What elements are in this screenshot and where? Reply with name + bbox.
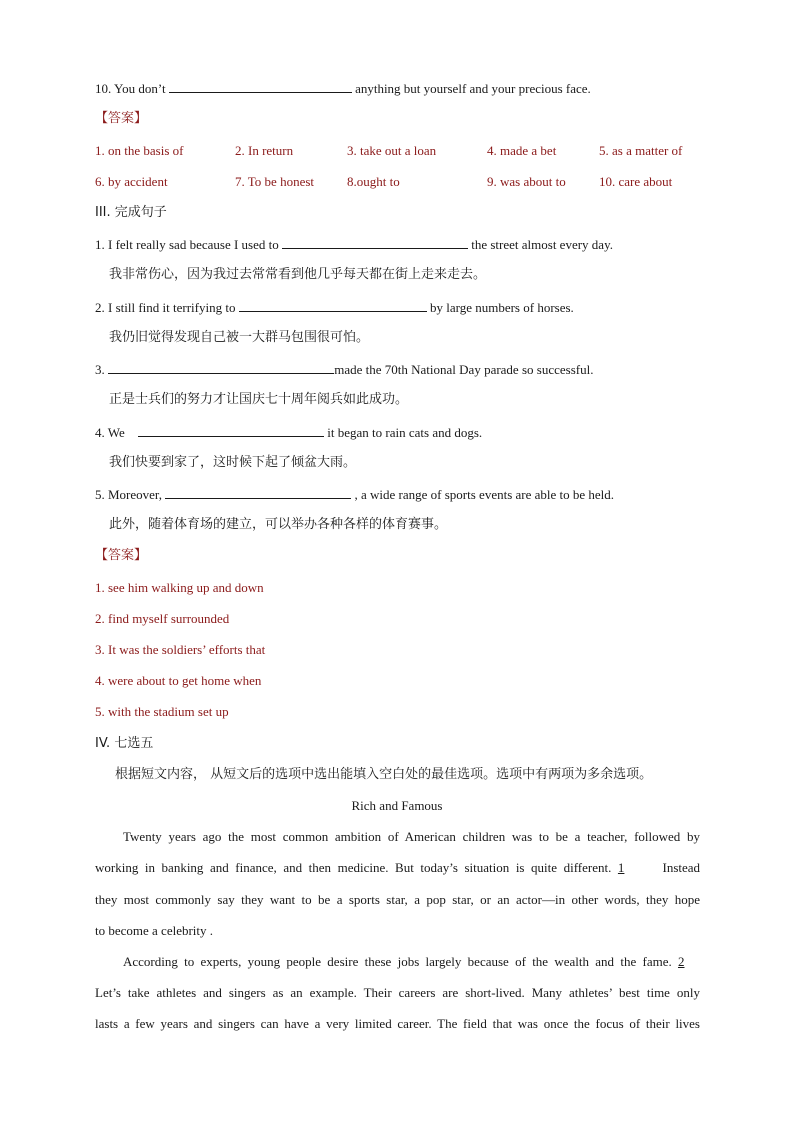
passage-line: Let’s take athletes and singers as an example. Their careers are short-lived. Many athletes’ best time only — [95, 985, 700, 1000]
section-3-title: III. 完成句子 — [95, 205, 167, 220]
passage-line: they most commonly say they want to be a sports star, a pop star, or an actor—in other words, they hope — [95, 892, 700, 907]
sentence-prefix: 1. I felt really sad because I used to — [95, 237, 279, 252]
sentence-translation: 我非常伤心，因为我过去常常看到他几乎每天都在街上走来走去。 — [109, 267, 487, 282]
sentence-item — [95, 424, 482, 441]
answer-cell: 4. made a bet — [487, 143, 557, 158]
answer-cell: 1. on the basis of — [95, 143, 184, 158]
gap-number: 1 — [617, 860, 625, 875]
sentence-item — [95, 236, 613, 253]
answer-blank — [108, 361, 334, 374]
sentence-translation: 正是士兵们的努力才让国庆七十周年阅兵如此成功。 — [109, 392, 409, 407]
sentence-item — [95, 299, 574, 316]
answer-cell: 6. by accident — [95, 174, 168, 189]
passage-text: Instead — [662, 860, 701, 875]
sentence-translation: 我仍旧觉得发现自己被一大群马包围很可怕。 — [109, 330, 370, 345]
passage-text: According to experts, young people desire these jobs largely because of the wealth and the fame. — [123, 954, 672, 969]
sentence-suffix: it began to rain cats and dogs. — [327, 425, 483, 440]
passage-line — [95, 954, 700, 970]
passage-text: Twenty years ago the most common ambition of American children was to be a teacher, followed by — [123, 829, 700, 844]
sentence-prefix: 3. — [95, 362, 105, 377]
sentence-suffix: by large numbers of horses. — [429, 300, 574, 315]
passage-text: working in banking and finance, and then medicine. But today’s situation is quite different. — [95, 860, 612, 875]
answer-blank — [169, 80, 352, 93]
answer-cell: 8.ought to — [347, 174, 400, 189]
answer-header: 【答案】 — [95, 111, 148, 126]
answer-blank — [282, 236, 468, 249]
sentence-item — [95, 361, 593, 378]
answer-blank — [138, 424, 324, 437]
answer-line: 4. were about to get home when — [95, 673, 262, 688]
section-4-title: IV. 七选五 — [95, 736, 154, 751]
answer-cell: 10. care about — [599, 174, 673, 189]
passage-line: lasts a few years and singers can have a very limited career. The field that was once the focus of their lives — [95, 1016, 700, 1031]
passage-line — [95, 860, 700, 876]
answer-cell: 2. In return — [235, 143, 294, 158]
sentence-translation: 我们快要到家了，这时候下起了倾盆大雨。 — [109, 455, 357, 470]
gap-number: 2 — [678, 954, 685, 969]
answer-blank — [165, 486, 351, 499]
answer-cell: 3. take out a loan — [347, 143, 437, 158]
answer-cell: 9. was about to — [487, 174, 566, 189]
question-10-suffix: anything but yourself and your precious face. — [355, 81, 591, 96]
passage-title: Rich and Famous — [351, 798, 443, 813]
answer-blank — [239, 299, 427, 312]
passage-line: to become a celebrity . — [95, 923, 214, 938]
sentence-prefix: 2. I still find it terrifying to — [95, 300, 236, 315]
answer-line: 1. see him walking up and down — [95, 580, 264, 595]
answer-line: 3. It was the soldiers’ efforts that — [95, 642, 266, 657]
sentence-translation: 此外，随着体育场的建立，可以举办各种各样的体育赛事。 — [109, 517, 448, 532]
answer-line: 5. with the stadium set up — [95, 704, 229, 719]
sentence-prefix: 5. Moreover, — [95, 487, 162, 502]
answer-header: 【答案】 — [95, 548, 148, 563]
sentence-suffix: the street almost every day. — [471, 237, 613, 252]
sentence-suffix: made the 70th National Day parade so successful. — [334, 362, 594, 377]
section-4-instruction: 根据短文内容， 从短文后的选项中选出能填入空白处的最佳选项。选项中有两项为多余选项。 — [115, 767, 653, 782]
passage-line — [95, 829, 700, 845]
sentence-suffix: , a wide range of sports events are able to be held. — [354, 487, 615, 502]
sentence-item — [95, 486, 614, 503]
answer-cell: 7. To be honest — [235, 174, 315, 189]
answer-cell: 5. as a matter of — [599, 143, 683, 158]
sentence-prefix: 4. We — [95, 425, 125, 440]
question-10-prefix: 10. You don’t — [95, 81, 166, 96]
question-10 — [95, 80, 591, 97]
answer-line: 2. find myself surrounded — [95, 611, 230, 626]
